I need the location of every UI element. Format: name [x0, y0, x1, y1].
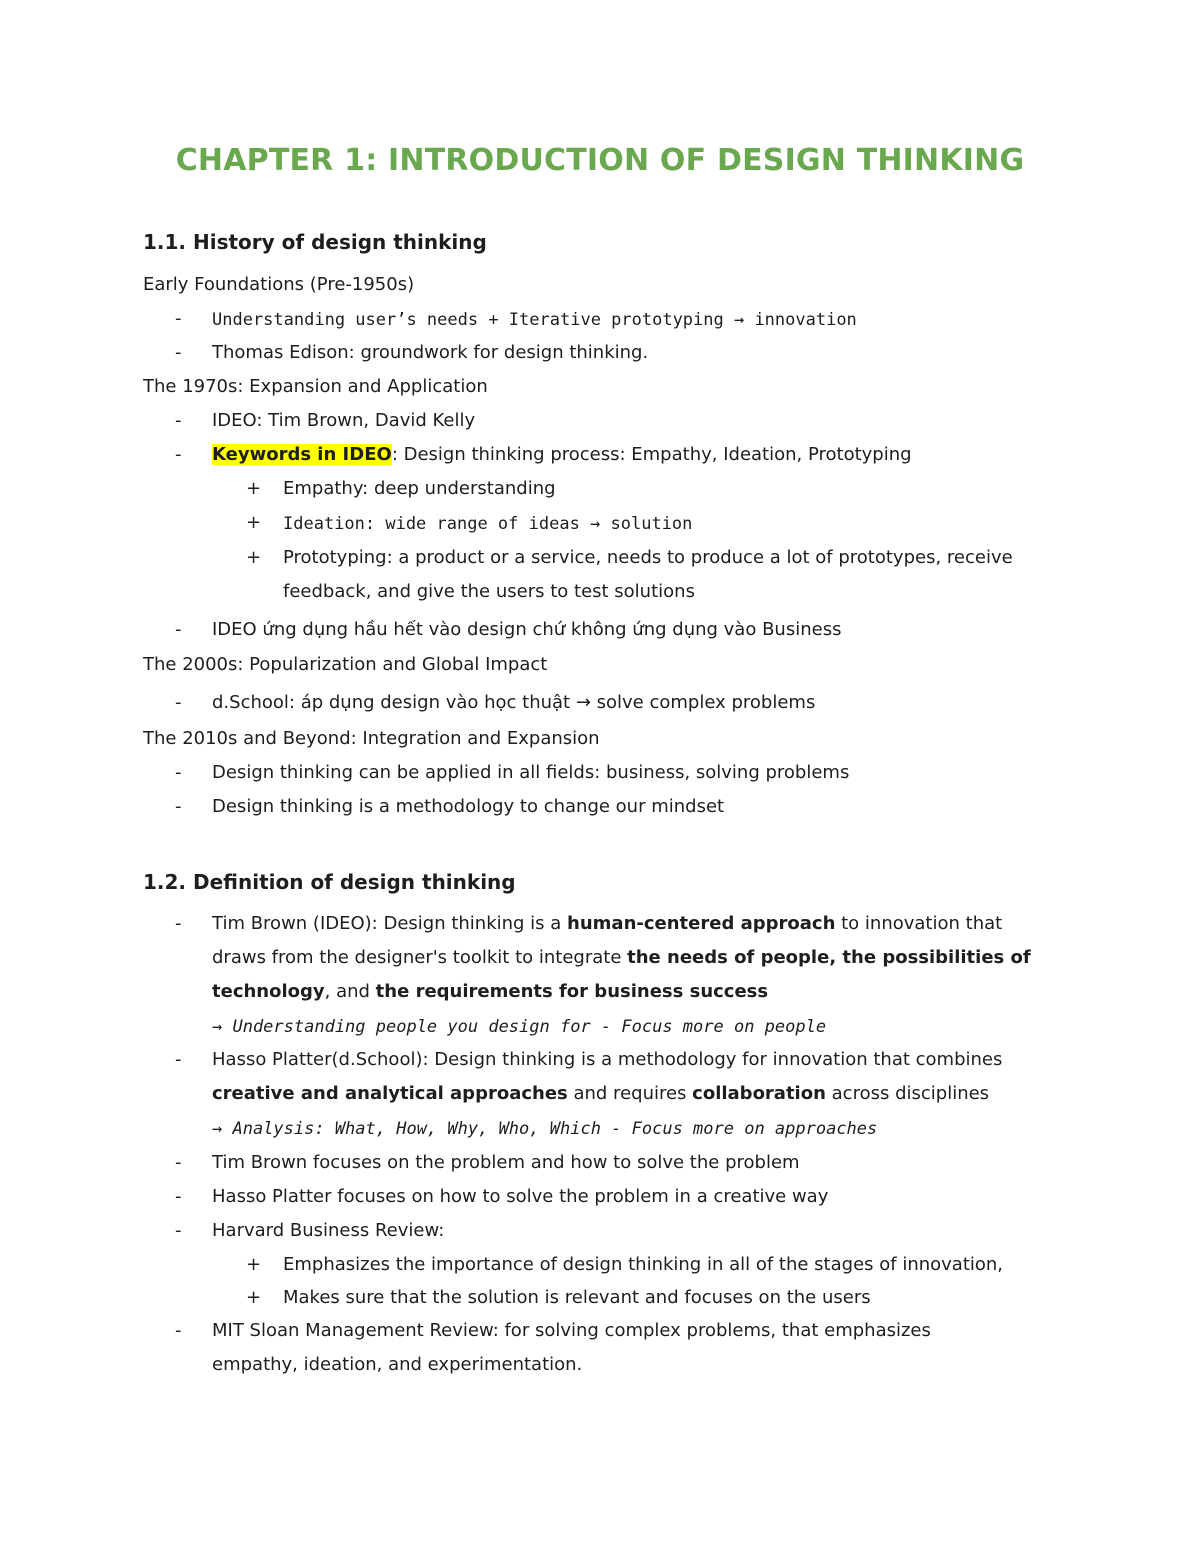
bold-run: technology: [212, 981, 325, 1002]
bold-run: the needs of people: [627, 947, 830, 968]
ideo-people: IDEO: Tim Brown, David Kelly: [212, 410, 476, 431]
text-run: Tim Brown (IDEO): Design thinking is a: [212, 913, 568, 934]
chapter-title: CHAPTER 1: INTRODUCTION OF DESIGN THINKING: [175, 143, 1025, 178]
two-thousands-heading: The 2000s: Popularization and Global Impact: [143, 654, 548, 675]
text-run: , and: [324, 981, 376, 1002]
dschool-item: d.School: áp dụng design vào học thuật → solve complex problems: [212, 692, 816, 713]
tim-definition-line-2: [212, 947, 1031, 969]
dash-marker: -: [175, 1320, 182, 1341]
hasso-focus: Hasso Platter focuses on how to solve the problem in a creative way: [212, 1186, 829, 1207]
mit-line-2: empathy, ideation, and experimentation.: [212, 1354, 583, 1375]
text-run: across disciplines: [825, 1083, 990, 1104]
section-heading-definition: [143, 870, 516, 894]
dash-marker: -: [175, 913, 182, 934]
sub-item-ideation: Ideation: wide range of ideas → solution: [283, 514, 693, 534]
plus-marker: +: [246, 512, 262, 533]
tim-definition-line-3: [212, 981, 768, 1003]
seventies-heading: The 1970s: Expansion and Application: [143, 376, 488, 397]
early-item: Understanding user’s needs + Iterative prototyping → innovation: [212, 310, 857, 330]
dash-marker: -: [175, 308, 182, 329]
bold-run: the requirements for business success: [375, 981, 769, 1002]
dash-marker: -: [175, 342, 182, 363]
tim-note: → Understanding people you design for - Focus more on people: [212, 1017, 827, 1037]
dash-marker: -: [175, 1152, 182, 1173]
bold-run: human-centered approach: [567, 913, 836, 934]
plus-marker: +: [246, 478, 262, 499]
twenty-tens-item: Design thinking is a methodology to change our mindset: [212, 796, 725, 817]
text-run: draws from the designer's toolkit to integrate: [212, 947, 628, 968]
dash-marker: -: [175, 1220, 182, 1241]
tim-definition-line-1: [212, 913, 1002, 935]
early-foundations-heading: Early Foundations (Pre-1950s): [143, 274, 415, 295]
tim-focus: Tim Brown focuses on the problem and how to solve the problem: [212, 1152, 800, 1173]
section-heading-history: [143, 230, 487, 254]
dash-marker: -: [175, 1049, 182, 1070]
section-number: 1.1.: [143, 230, 187, 254]
bold-run: creative and analytical approaches: [212, 1083, 568, 1104]
sub-item-prototyping-cont: feedback, and give the users to test solutions: [283, 581, 695, 602]
dash-marker: -: [175, 762, 182, 783]
keywords-highlight: Keywords in IDEO: [212, 444, 392, 465]
hasso-definition-line-2: [212, 1083, 989, 1105]
dash-marker: -: [175, 619, 182, 640]
dash-marker: -: [175, 796, 182, 817]
early-item: Thomas Edison: groundwork for design thinking.: [212, 342, 649, 363]
dash-marker: -: [175, 1186, 182, 1207]
dash-marker: -: [175, 444, 182, 465]
section-number: 1.2.: [143, 870, 187, 894]
dash-marker: -: [175, 692, 182, 713]
hbr-heading: Harvard Business Review:: [212, 1220, 445, 1241]
plus-marker: +: [246, 1287, 262, 1308]
dash-marker: -: [175, 410, 182, 431]
bold-run: collaboration: [692, 1083, 826, 1104]
section-title: History of design thinking: [193, 230, 487, 254]
text-run: and requires: [567, 1083, 693, 1104]
text-run: to innovation that: [835, 913, 1003, 934]
ideo-apply: IDEO ứng dụng hầu hết vào design chứ không ứng dụng vào Business: [212, 619, 842, 640]
section-title: Definition of design thinking: [193, 870, 516, 894]
sub-item-empathy: Empathy: deep understanding: [283, 478, 556, 499]
hbr-item: Emphasizes the importance of design thinking in all of the stages of innovation,: [283, 1254, 1004, 1275]
mit-line-1: MIT Sloan Management Review: for solving complex problems, that emphasizes: [212, 1320, 931, 1341]
twenty-tens-heading: The 2010s and Beyond: Integration and Expansion: [143, 728, 600, 749]
twenty-tens-item: Design thinking can be applied in all fields: business, solving problems: [212, 762, 850, 783]
keywords-line: [212, 444, 912, 466]
sub-item-prototyping: Prototyping: a product or a service, needs to produce a lot of prototypes, receive: [283, 547, 1013, 568]
hasso-note: → Analysis: What, How, Why, Who, Which - Focus more on approaches: [212, 1119, 878, 1139]
plus-marker: +: [246, 547, 262, 568]
bold-run: ,: [829, 947, 843, 968]
bold-run: the possibilities of: [842, 947, 1031, 968]
hbr-item: Makes sure that the solution is relevant and focuses on the users: [283, 1287, 871, 1308]
keywords-text: : Design thinking process: Empathy, Ideation, Prototyping: [391, 444, 912, 465]
hasso-definition-line-1: Hasso Platter(d.School): Design thinking is a methodology for innovation that combines: [212, 1049, 1003, 1070]
plus-marker: +: [246, 1254, 262, 1275]
